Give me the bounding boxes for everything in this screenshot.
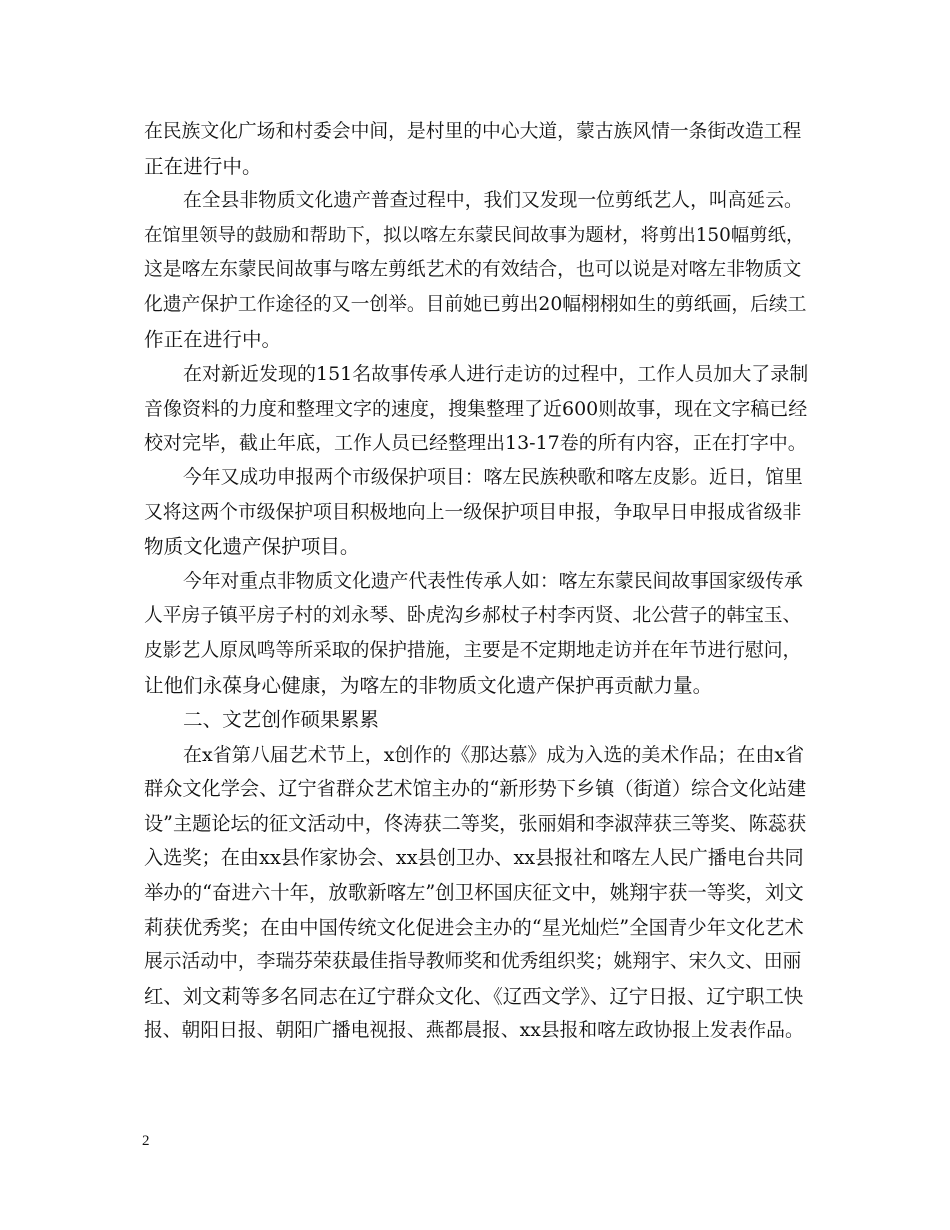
text-line: 化遗产保护工作途径的又一创举。目前她已剪出20幅栩栩如生的剪纸画，后续工 (144, 293, 807, 315)
text-line: 二、文艺创作硕果累累 (183, 708, 379, 732)
text-line: 设”主题论坛的征文活动中，佟涛获二等奖，张丽娟和李淑萍获三等奖、陈蕊获 (144, 811, 807, 835)
text-line: 莉获优秀奖；在由中国传统文化促进会主办的“星光灿烂”全国青少年文化艺术 (144, 915, 804, 939)
text-line: 校对完毕，截止年底，工作人员已经整理出13-17卷的所有内容，正在打字中。 (144, 432, 807, 455)
text-line: 人平房子镇平房子村的刘永琴、卧虎沟乡郝杖子村李丙贤、北公营子的韩宝玉、 (144, 605, 802, 627)
text-line: 在全县非物质文化遗产普查过程中，我们又发现一位剪纸艺人，叫高延云。 (183, 190, 803, 212)
text-line: 举办的“奋进六十年，放歌新喀左”创卫杯国庆征文中，姚翔宇获一等奖，刘文 (144, 881, 804, 905)
text-line: 入选奖；在由xx县作家协会、xx县创卫办、xx县报社和喀左人民广播电台共同 (144, 846, 804, 870)
text-line: 让他们永葆身心健康，为喀左的非物质文化遗产保护再贡献力量。 (144, 673, 713, 697)
text-line: 在x省第八届艺术节上，x创作的《那达慕》成为入选的美术作品；在由x省 (183, 743, 805, 766)
text-line: 群众文化学会、辽宁省群众艺术馆主办的“新形势下乡镇（街道）综合文化站建 (144, 777, 807, 801)
text-line: 报、朝阳日报、朝阳广播电视报、燕都晨报、xx县报和喀左政协报上发表作品。 (144, 1020, 804, 1042)
text-line: 在民族文化广场和村委会中间，是村里的中心大道，蒙古族风情一条街改造工程 (144, 121, 802, 142)
text-line: 皮影艺人原凤鸣等所采取的保护措施，主要是不定期地走访并在年节进行慰问， (144, 639, 802, 661)
text-line: 展示活动中，李瑞芬荣获最佳指导教师奖和优秀组织奖；姚翔宇、宋久文、田丽 (144, 951, 802, 973)
page-number: 2 (142, 1133, 150, 1149)
text-line: 作正在进行中。 (144, 327, 282, 351)
text-line: 正在进行中。 (144, 154, 262, 178)
text-line: 在馆里领导的鼓励和帮助下，拟以喀左东蒙民间故事为题材，将剪出150幅剪纸， (144, 224, 805, 246)
text-line: 又将这两个市级保护项目积极地向上一级保护项目申报，争取早日申报成省级非 (144, 501, 802, 523)
text-line: 音像资料的力度和整理文字的速度，搜集整理了近600则故事，现在文字稿已经 (144, 397, 808, 420)
text-line: 今年对重点非物质文化遗产代表性传承人如：喀左东蒙民间故事国家级传承 (183, 570, 803, 592)
body-text (144, 115, 808, 1049)
text-line: 这是喀左东蒙民间故事与喀左剪纸艺术的有效结合，也可以说是对喀左非物质文 (144, 259, 802, 281)
text-line: 今年又成功申报两个市级保护项目：喀左民族秧歌和喀左皮影。近日，馆里 (183, 466, 803, 488)
text-line: 物质文化遗产保护项目。 (144, 535, 360, 559)
text-line: 在对新近发现的151名故事传承人进行走访的过程中，工作人员加大了录制 (183, 363, 809, 386)
text-line: 红、刘文莉等多名同志在辽宁群众文化、《辽西文学》、辽宁日报、辽宁职工快 (144, 984, 804, 1008)
